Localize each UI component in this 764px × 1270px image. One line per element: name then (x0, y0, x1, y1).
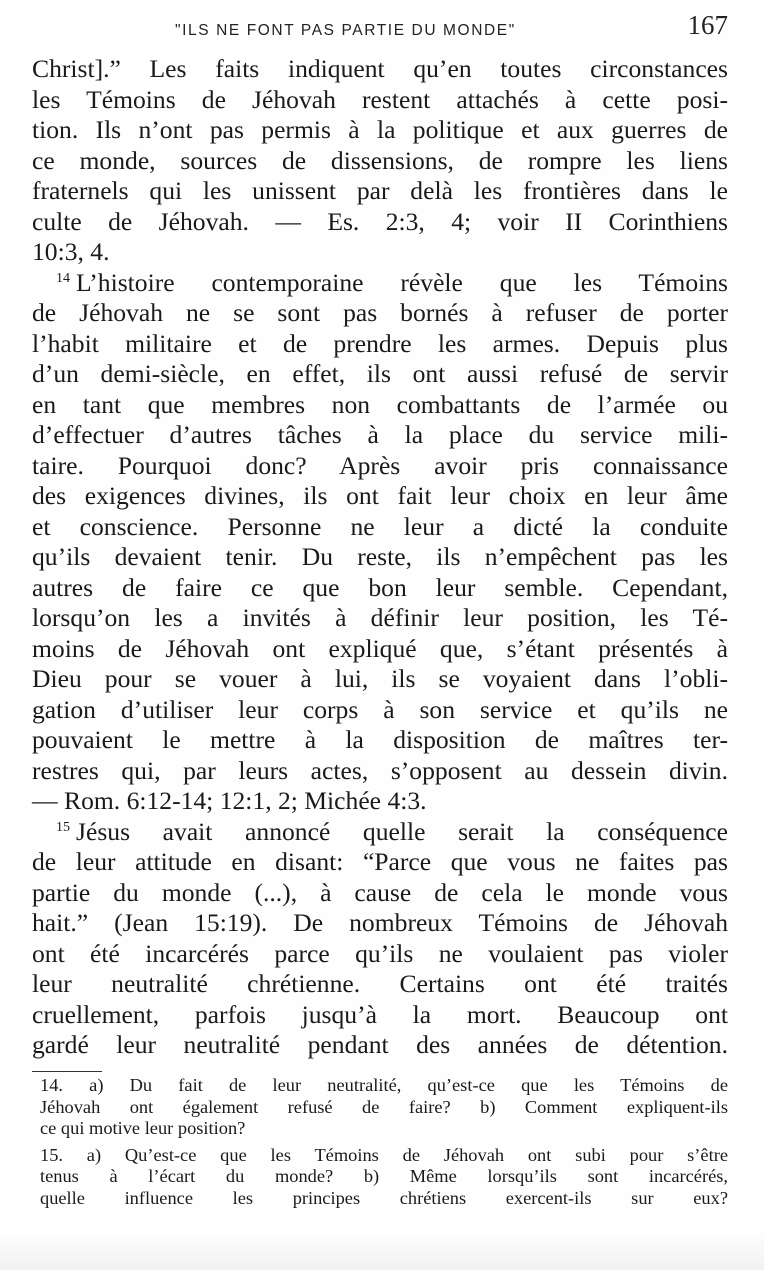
text-line: l’habit militaire et de prendre les armes. Depuis plus (32, 328, 728, 358)
page-header (32, 10, 728, 46)
text-line: hait.” (Jean 15:19). De nombreux Témoins de Jéhovah (32, 908, 728, 937)
question-15 (40, 1145, 728, 1210)
text-line: — Rom. 6:12-14; 12:1, 2; Michée 4:3. (32, 786, 427, 815)
question-line: 15. a) Qu’est-ce que les Témoins de Jéhovah ont subi pour s’être (40, 1144, 728, 1165)
text-line: fraternels qui les unissent par delà les frontières dans le (32, 176, 728, 205)
page-number: 167 (687, 10, 728, 40)
question-line: quelle influence les principes chrétiens exercent-ils sur eux? (40, 1187, 728, 1208)
text-line: tion. Ils n’ont pas permis à la politique et aux guerres de (32, 115, 728, 144)
question-line: tenus à l’écart du monde? b) Même lorsqu’ils sont incarcérés, (40, 1166, 728, 1186)
footnote-divider (32, 1071, 102, 1072)
text-line: Dieu pour se vouer à lui, ils se voyaient dans l’obli- (32, 664, 728, 693)
paragraph-14 (32, 268, 728, 817)
paragraph-15 (32, 817, 728, 1061)
text-line: qu’ils devaient tenir. Du reste, ils n’empêchent pas les (32, 542, 728, 571)
text-line: d’un demi-siècle, en effet, ils ont aussi refusé de servir (32, 359, 728, 388)
text-line: moins de Jéhovah ont expliqué que, s’étant présentés à (32, 633, 728, 663)
question-line: ce qui motive leur position? (40, 1118, 246, 1138)
text-line: les Témoins de Jéhovah restent attachés à cette posi- (32, 84, 728, 114)
text-line: culte de Jéhovah. — Es. 2:3, 4; voir II Corinthiens (32, 206, 728, 236)
paragraph-number: 15 (56, 819, 70, 835)
text-line: taire. Pourquoi donc? Après avoir pris connaissance (32, 450, 728, 480)
text-line (32, 817, 728, 848)
paragraph-number: 14 (56, 270, 70, 286)
text-line: et conscience. Personne ne leur a dicté la conduite (32, 511, 728, 541)
running-title: "ILS NE FONT PAS PARTIE DU MONDE" (175, 22, 516, 39)
text-line: de Jéhovah ne se sont pas bornés à refuser de porter (32, 298, 728, 327)
text-line: de leur attitude en disant: “Parce que vous ne faites pas (32, 847, 728, 876)
text-line: gation d’utiliser leur corps à son service et qu’ils ne (32, 694, 728, 724)
text-line: cruellement, parfois jusqu’à la mort. Beaucoup ont (32, 999, 728, 1029)
question-line: Jéhovah ont également refusé de faire? b) Comment expliquent-ils (40, 1096, 728, 1117)
text-line: ont été incarcérés parce qu’ils ne voulaient pas violer (32, 938, 728, 968)
text-line: autres de faire ce que bon leur semble. Cependant, (32, 572, 728, 602)
study-questions (40, 1075, 728, 1214)
text-line: pouvaient le mettre à la disposition de maîtres ter- (32, 725, 728, 754)
paragraph-13-continuation (32, 54, 728, 268)
text-line: restres qui, par leurs actes, s’opposent au dessein divin. (32, 755, 728, 785)
text-line: en tant que membres non combattants de l’armée ou (32, 389, 728, 419)
text-line: Christ].” Les faits indiquent qu’en toutes circonstances (32, 54, 728, 83)
text-line-content: Jésus avait annoncé quelle serait la conséquence (76, 816, 728, 846)
page-bottom-margin (0, 1234, 764, 1270)
question-line: 14. a) Du fait de leur neutralité, qu’est-ce que les Témoins de (40, 1075, 728, 1095)
text-line: 10:3, 4. (32, 237, 110, 266)
text-line: d’effectuer d’autres tâches à la place du service mili- (32, 420, 728, 449)
text-line: ce monde, sources de dissensions, de rompre les liens (32, 145, 728, 175)
main-text (32, 54, 728, 1061)
text-line: leur neutralité chrétienne. Certains ont été traités (32, 969, 728, 998)
text-line-content: L’histoire contemporaine révèle que les Témoins (76, 267, 728, 297)
text-line: gardé leur neutralité pendant des années de détention. (32, 1030, 728, 1059)
text-line: lorsqu’on les a invités à définir leur position, les Té- (32, 603, 728, 632)
text-line: partie du monde (...), à cause de cela le monde vous (32, 877, 728, 907)
text-line: des exigences divines, ils ont fait leur choix en leur âme (32, 481, 728, 510)
question-14 (40, 1075, 728, 1140)
text-line (32, 268, 728, 299)
